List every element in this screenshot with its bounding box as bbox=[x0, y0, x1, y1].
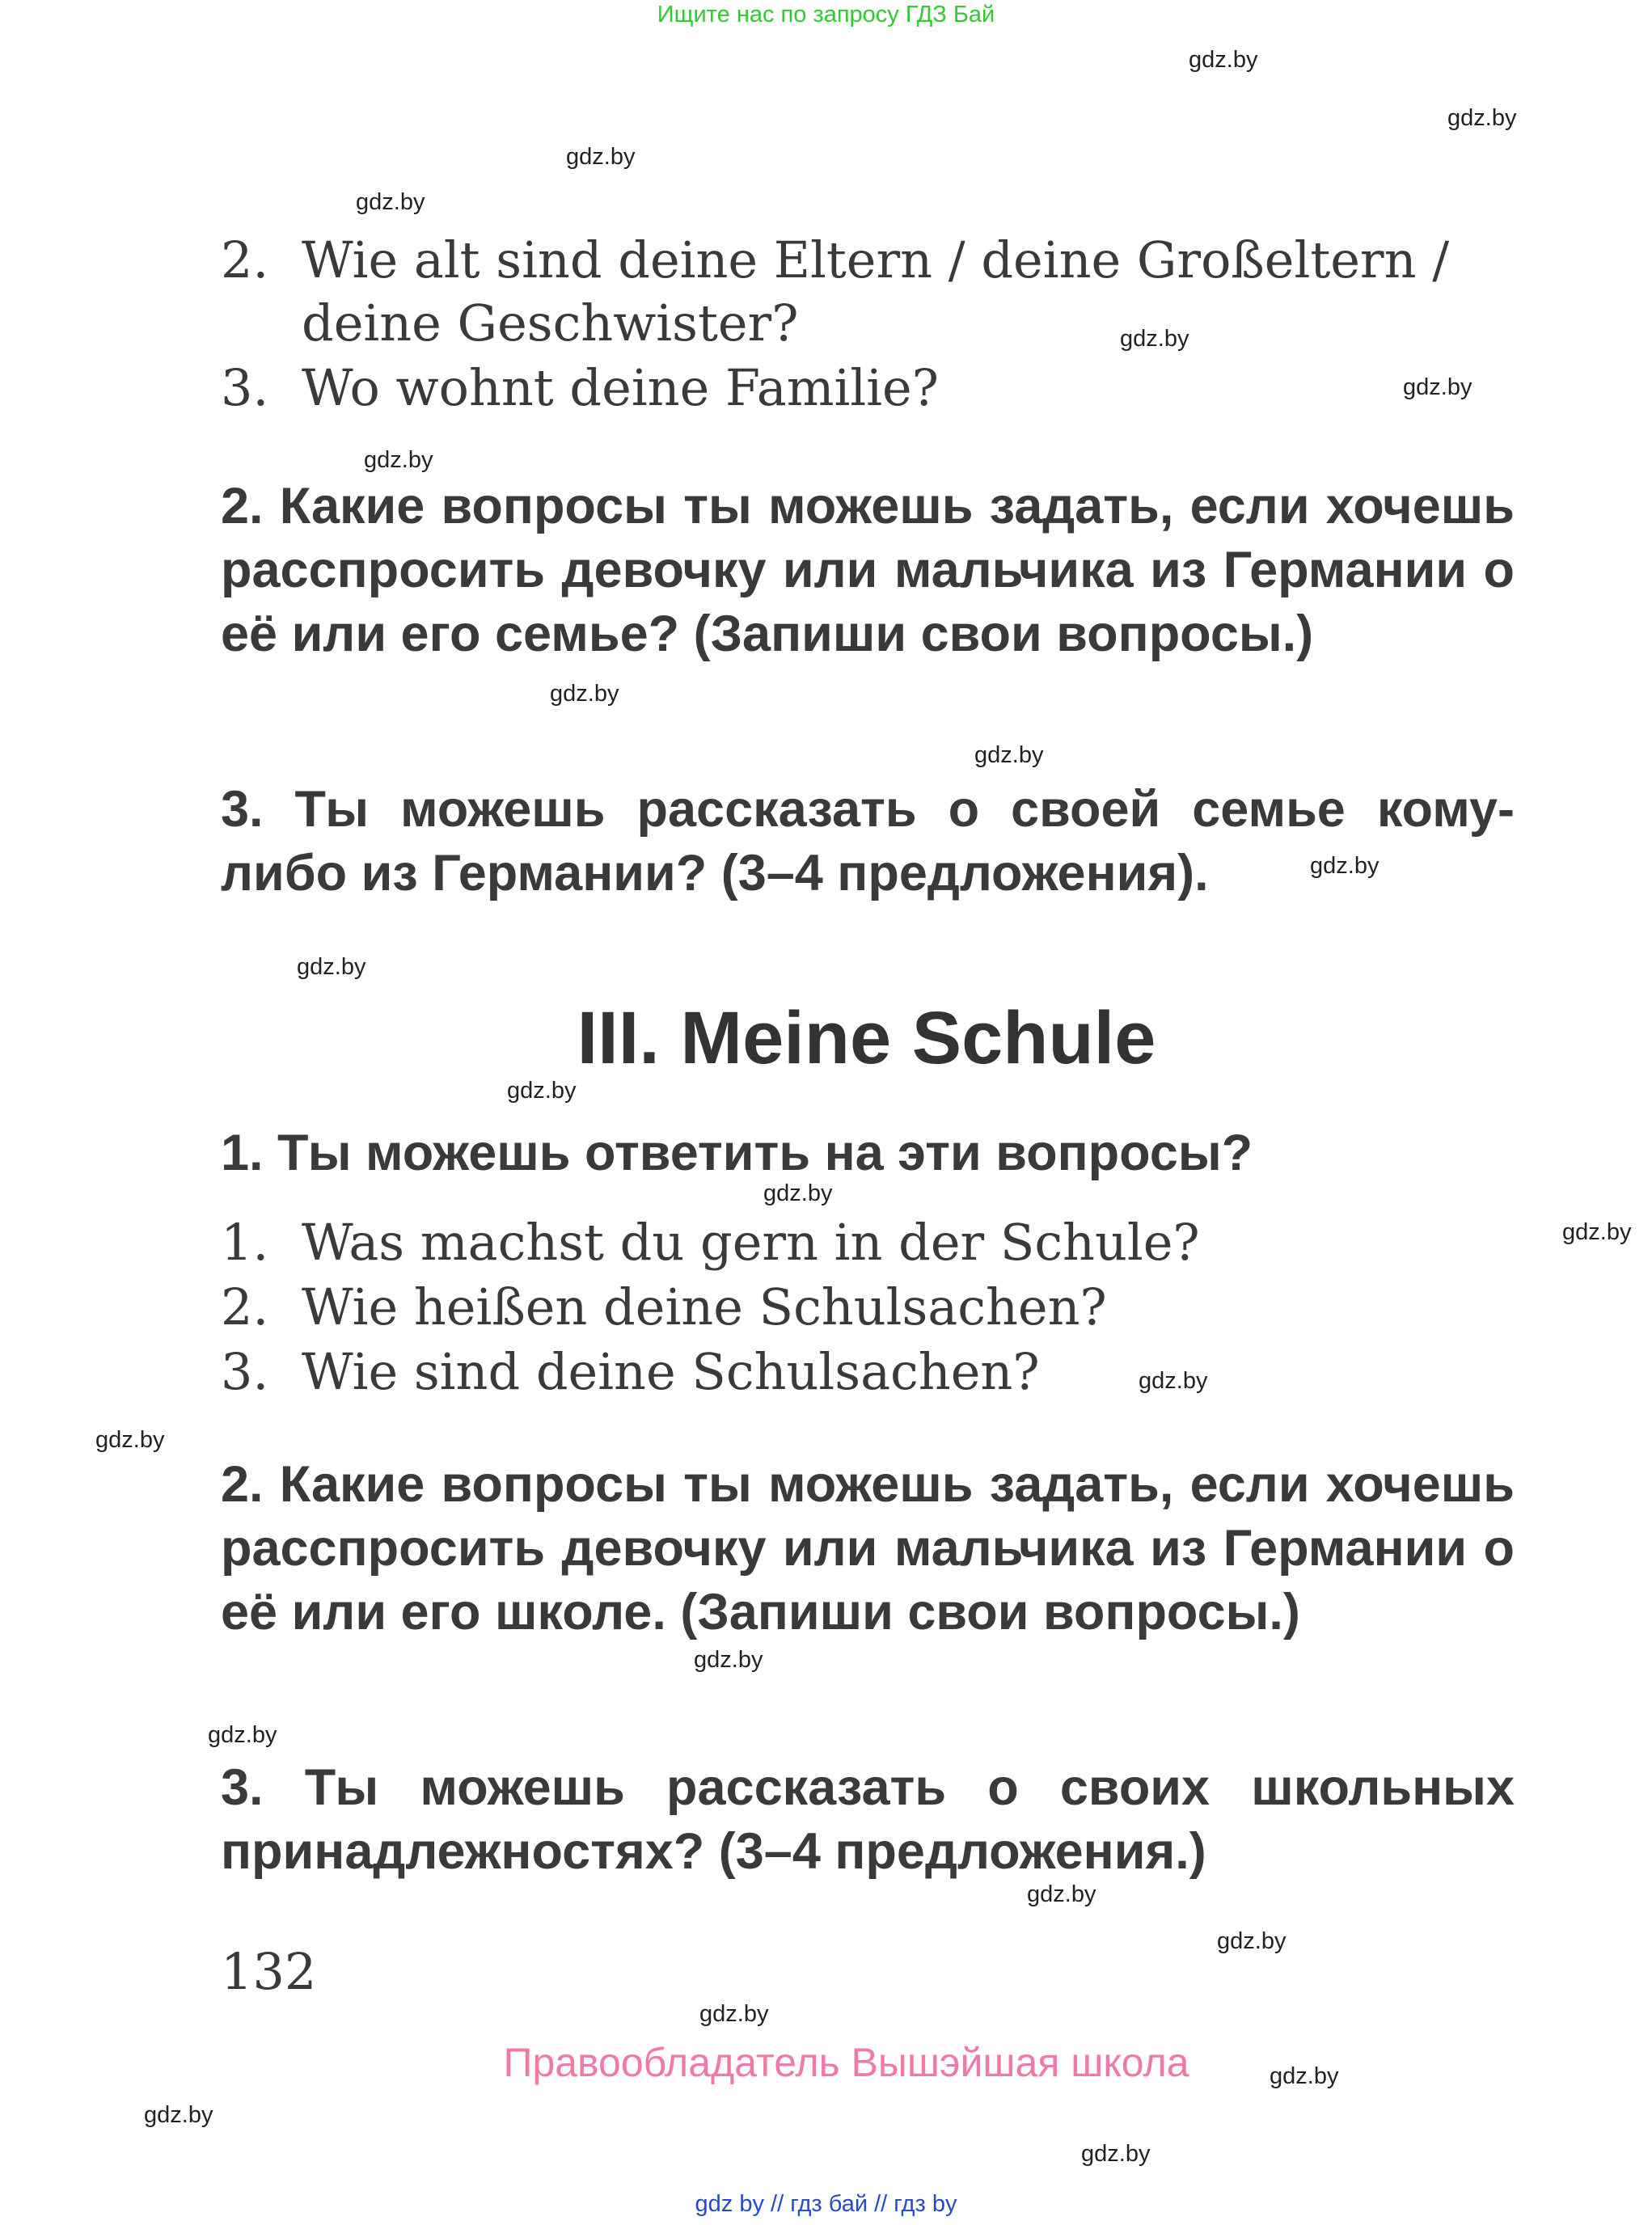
watermark: gdz.by bbox=[1403, 374, 1472, 400]
watermark: gdz.by bbox=[1139, 1368, 1208, 1394]
task-3-school: 3. Ты можешь рассказать о своих школьных принадлежностях? (3–4 предложения.) bbox=[221, 1759, 1515, 1880]
watermark: gdz.by bbox=[550, 681, 619, 707]
question-number: 3. bbox=[221, 358, 269, 417]
watermark: gdz.by bbox=[694, 1647, 763, 1673]
question-text: Wie heißen deine Schulsachen? bbox=[302, 1277, 1107, 1336]
question-text: Wo wohnt deine Familie? bbox=[302, 358, 939, 417]
question-number: 2. bbox=[221, 230, 269, 289]
question-number: 3. bbox=[221, 1342, 269, 1401]
watermark: gdz.by bbox=[364, 447, 433, 473]
question-item bbox=[221, 230, 1449, 289]
watermark: gdz.by bbox=[1310, 853, 1379, 879]
task-2-school: 2. Какие вопросы ты можешь задать, если хочешь расспросить девочку или мальчика из Германии о её или его школе. (Запиши свои вопросы.) bbox=[221, 1456, 1515, 1640]
watermark: gdz.by bbox=[1081, 2141, 1151, 2167]
watermark: gdz.by bbox=[297, 954, 366, 980]
question-text-continued: deine Geschwister? bbox=[302, 293, 799, 353]
watermark: gdz.by bbox=[1217, 1928, 1287, 1954]
watermark: gdz.by bbox=[1120, 326, 1189, 352]
section-heading: III. Meine Schule bbox=[577, 997, 1156, 1079]
watermark: gdz.by bbox=[566, 144, 636, 170]
question-text: Was machst du gern in der Schule? bbox=[302, 1213, 1200, 1272]
question-text: Wie sind deine Schulsachen? bbox=[302, 1342, 1040, 1401]
watermark: gdz.by bbox=[763, 1180, 833, 1206]
rights-holder: Правообладатель Вышэйшая школа bbox=[503, 2040, 1189, 2085]
question-item bbox=[221, 1213, 1200, 1272]
watermark: gdz.by bbox=[974, 742, 1044, 768]
watermark: gdz.by bbox=[1270, 2063, 1339, 2089]
footer-links[interactable]: gdz by // гдз бай // гдз by bbox=[695, 2191, 957, 2217]
top-banner: Ищите нас по запросу ГДЗ Бай bbox=[657, 2, 995, 27]
question-item bbox=[221, 358, 939, 417]
task-1-school: 1. Ты можешь ответить на эти вопросы? bbox=[221, 1125, 1253, 1181]
watermark: gdz.by bbox=[208, 1722, 277, 1748]
watermark: gdz.by bbox=[699, 2001, 769, 2027]
watermark: gdz.by bbox=[95, 1427, 165, 1453]
page-number: 132 bbox=[221, 1942, 317, 2001]
watermark: gdz.by bbox=[1562, 1219, 1632, 1245]
question-text: Wie alt sind deine Eltern / deine Großeltern / bbox=[302, 230, 1450, 289]
question-item bbox=[221, 1342, 1040, 1401]
watermark: gdz.by bbox=[507, 1078, 577, 1104]
task-2-family: 2. Какие вопросы ты можешь задать, если хочешь расспросить девочку или мальчика из Германии о её или его семье? (Запиши свои вопросы.) bbox=[221, 478, 1515, 662]
question-number: 1. bbox=[221, 1213, 269, 1272]
question-number: 2. bbox=[221, 1277, 269, 1336]
question-item bbox=[221, 1277, 1107, 1336]
task-3-family: 3. Ты можешь рассказать о своей семье кому-либо из Германии? (3–4 предложения). bbox=[221, 781, 1515, 901]
watermark: gdz.by bbox=[144, 2102, 213, 2128]
watermark: gdz.by bbox=[356, 189, 425, 215]
watermark: gdz.by bbox=[1447, 105, 1517, 131]
watermark: gdz.by bbox=[1027, 1881, 1096, 1907]
watermark: gdz.by bbox=[1189, 47, 1258, 73]
